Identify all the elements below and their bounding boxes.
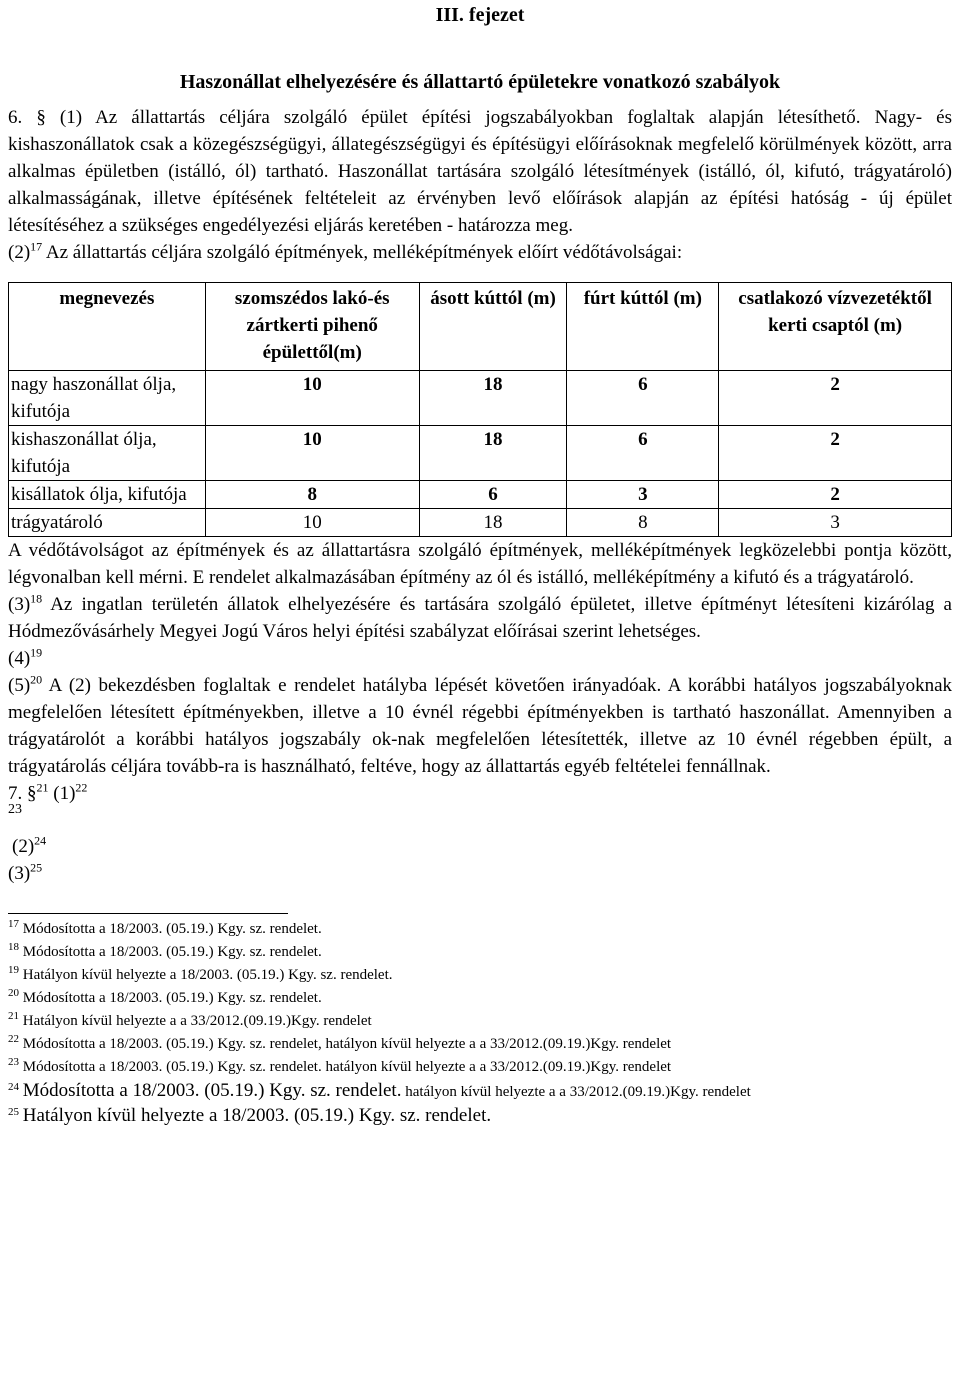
paragraph-6-5: $(5)^{20}$ A (2) bekezdésben foglaltak e rendelet hatályba lépését követően irányadóak. A korábbi hatályos jogszabályoknak megfelelően létesített építményekben, illetve a 10 évnél régebbi építményekben is tartható haszonállat. Amennyiben a trágyatárolót a korábbi hatályos jogszabály ok-nak megfelelően létesítették, illetve az 10 évnél régebben épült, a trágyatárolás céljára tovább-ra is használható, feltéve, hogy az állattartás egyéb feltételei fennállnak. [8,672,952,777]
footnote-separator [8,913,288,914]
section-7-2: $(2)^{24}$ [12,833,47,857]
footnote-19: $^{19}$ Hatályon kívül helyezte a 18/2003. (05.19.) Kgy. sz. rendelet. [8,964,393,983]
table-row [9,509,952,537]
table-header: megnevezés [9,283,206,371]
distance-table [8,282,952,537]
section-7: 7. §$^{21}$ $(1)^{22}$ [8,780,88,804]
table-cell: 2 [719,371,952,426]
footnote-ref-25[interactable]: 25 [30,860,43,875]
table-header: szomszédos lakó-és zártkerti pihenő épülettől(m) [205,283,419,371]
table-header: csatlakozó vízvezetéktől kerti csaptól (m) [719,283,952,371]
table-cell: 6 [567,426,719,481]
table-row [9,481,952,509]
footnote-ref-21[interactable]: 21 [36,780,49,795]
footnote-ref-17[interactable]: 17 [30,239,43,254]
paragraph-6-2: $(2)^{17}$ Az állattartás céljára szolgáló építmények, melléképítmények előírt védőtávolságai: [8,239,683,263]
table-row [9,426,952,481]
footnote-21: $^{21}$ Hatályon kívül helyezte a a 33/2012.(09.19.)Kgy. rendelet [8,1010,372,1029]
table-cell: 2 [719,426,952,481]
table-cell: 2 [719,481,952,509]
table-cell-name: kishaszonállat ólja, kifutója [9,426,206,481]
table-cell: 8 [205,481,419,509]
table-cell: 18 [419,509,567,537]
table-cell: 3 [719,509,952,537]
footnote-22: $^{22}$ Módosította a 18/2003. (05.19.) Kgy. sz. rendelet, hatályon kívül helyezte a a 33/2012.(09.19.)Kgy. rendelet [8,1033,672,1052]
footnote-17: $^{17}$ Módosította a 18/2003. (05.19.) Kgy. sz. rendelet. [8,918,322,937]
table-header-row [9,283,952,371]
footnote-20: $^{20}$ Módosította a 18/2003. (05.19.) Kgy. sz. rendelet. [8,987,322,1006]
footnote-25: $^{25}$ Hatályon kívül helyezte a 18/2003. (05.19.) Kgy. sz. rendelet. [8,1105,492,1126]
chapter-title: III. fejezet [435,4,525,26]
paragraph-distance-note: A védőtávolságot az építmények és az állattartásra szolgáló építmények, melléképítmények legközelebbi pontja között, légvonalban kell mérni. E rendelet alkalmazásában építmény az ól és istálló, melléképítmény a kifutó és a trágyatároló. [8,540,952,588]
table-cell-name: trágyatároló [9,509,206,537]
footnote-ref-23[interactable]: 23 [8,802,22,817]
table-cell: 3 [567,481,719,509]
paragraph-6-1: 6. § (1) Az állattartás céljára szolgáló épület építési jogszabályokban foglaltak alapján létesíthető. Nagy- és kishaszonállatok csak a közegészségügyi, állategészségügyi és építésügyi előírásoknak megfelelő körülmények között, arra alkalmas épületben (istálló, ól) tartható. Haszonállat tartására szolgáló létesítmények (istálló, ól, kifutó, trágyatároló) alkalmasságának, illetve építésének feltételeit az érvényben levő előírások alapján az építési hatóság - új épület létesítéséhez a szükséges engedélyezési eljárás keretében - határozza meg. [8,107,952,236]
table-cell-name: nagy haszonállat ólja, kifutója [9,371,206,426]
footnote-18: $^{18}$ Módosította a 18/2003. (05.19.) Kgy. sz. rendelet. [8,941,322,960]
footnote-ref-18[interactable]: 18 [30,591,43,606]
table-header: fúrt kúttól (m) [567,283,719,371]
footnote-ref-22[interactable]: 22 [75,780,88,795]
footnotes [8,918,952,1129]
section-heading: Haszonállat elhelyezésére és állattartó épületekre vonatkozó szabályok [179,71,781,93]
footnote-ref-24[interactable]: 24 [34,833,47,848]
table-header: ásott kúttól (m) [419,283,567,371]
table-row [9,371,952,426]
paragraph-6-4: $(4)^{19}$ [8,645,43,669]
footnote-23: $^{23}$ Módosította a 18/2003. (05.19.) Kgy. sz. rendelet. hatályon kívül helyezte a a 33/2012.(09.19.)Kgy. rendelet [8,1056,672,1075]
document-page [8,0,952,1129]
footnote-24: $^{24}$ Módosította a 18/2003. (05.19.) Kgy. sz. rendelet. hatályon kívül helyezte a a 33/2012.(09.19.)Kgy. rendelet [8,1080,751,1101]
table-cell: 10 [205,426,419,481]
footnote-ref-19[interactable]: 19 [30,645,43,660]
table-cell: 8 [567,509,719,537]
table-cell: 6 [567,371,719,426]
table-cell: 10 [205,509,419,537]
table-cell: 18 [419,426,567,481]
table-cell: 18 [419,371,567,426]
table-cell: 6 [419,481,567,509]
paragraph-6-3: $(3)^{18}$ Az ingatlan területén állatok elhelyezésére és tartására szolgáló épületet, illetve építményt létesíteni kizárólag a Hódmezővásárhely Megyei Jogú Város helyi építési szabályzat előírásai szerint lehetséges. [8,591,952,642]
section-7-3: $(3)^{25}$ [8,860,43,884]
table-cell-name: kisállatok ólja, kifutója [9,481,206,509]
table-cell: 10 [205,371,419,426]
footnote-ref-20[interactable]: 20 [30,672,43,687]
spacer [8,819,952,833]
